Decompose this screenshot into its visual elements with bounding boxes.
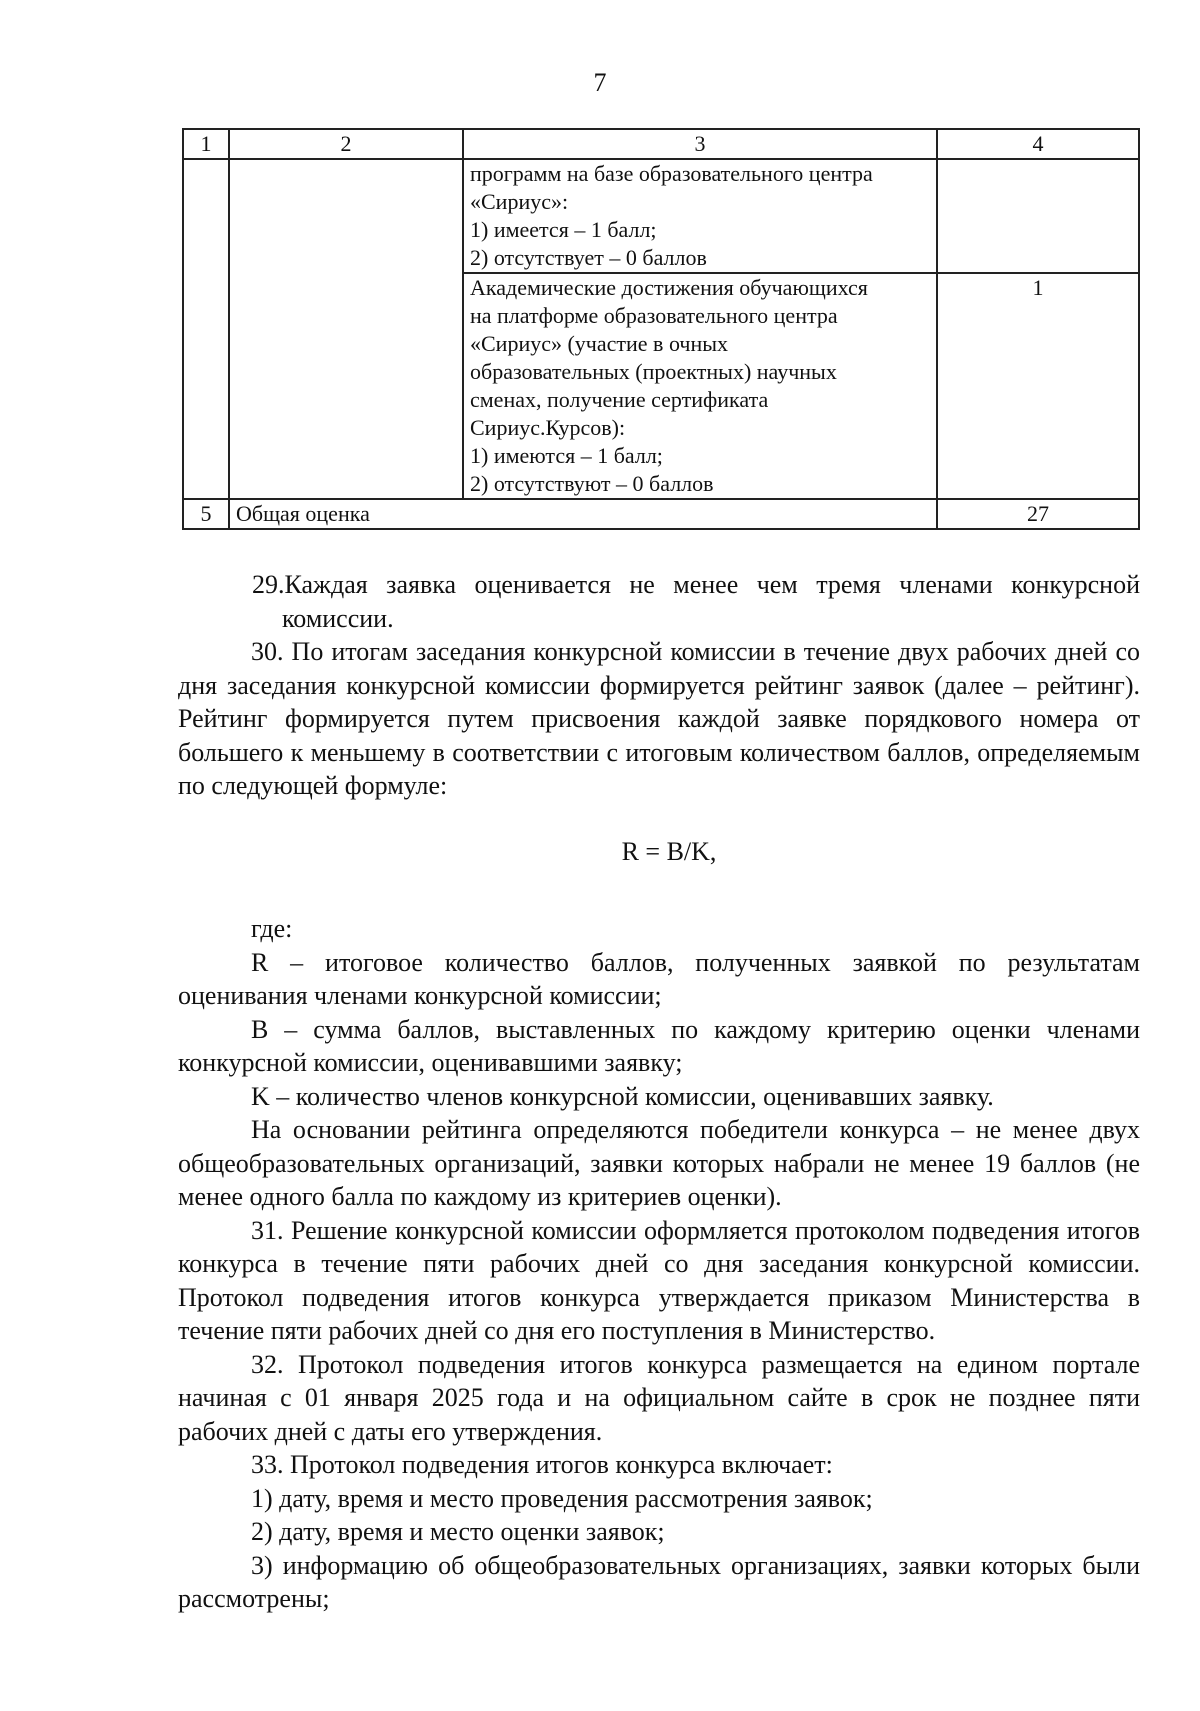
total-row-number: 5 [183,499,229,529]
paragraph-29: 29.Каждая заявка оценивается не менее чем тремя членами конкурсной комиссии. [252,570,1140,633]
criterion-line: программ на базе образовательного центра [470,161,873,186]
table-total-row [183,499,1139,529]
score-cell: 1 [937,273,1139,499]
list-item: 1) дату, время и место проведения рассмотрения заявок; [251,1483,873,1513]
score-cell-empty [937,159,1139,273]
criterion-line: 1) имеются – 1 балл; [470,443,663,468]
definition-k: K – количество членов конкурсной комиссии, оценивавших заявку. [251,1081,994,1111]
rating-formula: R = B/K, [621,836,717,866]
criterion-line: 2) отсутствуют – 0 баллов [470,471,714,496]
header-col-1: 1 [183,129,229,159]
criterion-line: Сириус.Курсов): [470,415,626,440]
criterion-line: сменах, получение сертификата [470,387,769,412]
paragraph-33: 33. Протокол подведения итогов конкурса включает: [251,1450,833,1479]
row-criterion-group-cell [229,159,463,499]
list-item: 2) дату, время и место оценки заявок; [251,1517,665,1546]
criterion-line: «Сириус»: [470,189,569,214]
where-label: где: [251,914,293,943]
header-col-4: 4 [937,129,1139,159]
page-number: 7 [593,68,607,97]
criterion-line: «Сириус» (участие в очных [470,331,728,356]
criteria-table [182,128,1140,530]
paragraph-30: 30. По итогам заседания конкурсной комиссии в течение двух рабочих дней со дня заседания конкурсной комиссии формируется рейтинг заявок (далее – рейтинг). Рейтинг формируется путем присвоения каждой заявке порядкового номера от большего к меньшему в соответствии с итоговым количеством баллов, определяемым по следующей формуле: [178,637,1140,800]
table-header-row [183,129,1139,159]
criterion-cell-continued [463,159,937,273]
criterion-line: на платформе образовательного центра [470,303,838,328]
criterion-line: образовательных (проектных) научных [470,359,837,384]
list-item: 3) информацию об общеобразовательных организациях, заявки которых были рассмотрены; [178,1550,1140,1613]
paragraph-32: 32. Протокол подведения итогов конкурса размещается на едином портале начиная с 01 января 2025 года и на официальном сайте в срок не позднее пяти рабочих дней с даты его утверждения. [178,1349,1140,1446]
criterion-cell-academic [463,273,937,499]
criterion-line: 2) отсутствует – 0 баллов [470,245,707,270]
table-row [183,159,1139,273]
header-col-2: 2 [229,129,463,159]
total-label: Общая оценка [229,499,937,529]
row-number-cell [183,159,229,499]
header-col-3: 3 [463,129,937,159]
paragraph-31: 31. Решение конкурсной комиссии оформляется протоколом подведения итогов конкурса в течение пяти рабочих дней со дня заседания конкурсной комиссии. Протокол подведения итогов конкурса утверждается приказом Министерства в течение пяти рабочих дней со дня его поступления в Министерство. [178,1215,1140,1345]
definition-b: B – сумма баллов, выставленных по каждому критерию оценки членами конкурсной комиссии, оценивавшими заявку; [178,1014,1140,1077]
document-body [178,568,1140,1616]
winners-paragraph: На основании рейтинга определяются победители конкурса – не менее двух общеобразовательных организаций, заявки которых набрали не менее 19 баллов (не менее одного балла по каждому из критериев оценки). [178,1115,1140,1211]
criterion-line: 1) имеется – 1 балл; [470,217,657,242]
definition-r: R – итоговое количество баллов, полученных заявкой по результатам оценивания членами конкурсной комиссии; [178,947,1140,1010]
total-score: 27 [937,499,1139,529]
criterion-line: Академические достижения обучающихся [470,275,868,300]
